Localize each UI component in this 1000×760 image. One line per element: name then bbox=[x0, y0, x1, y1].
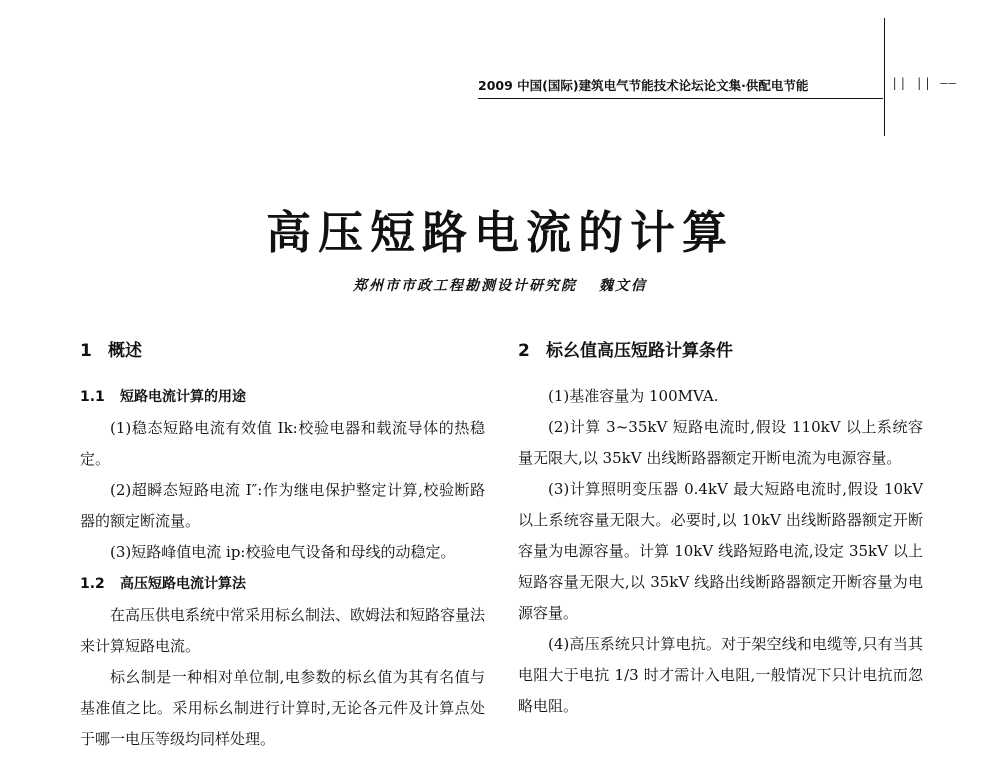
paragraph: (2)超瞬态短路电流 I″:作为继电保护整定计算,校验断路器的额定断流量。 bbox=[80, 481, 485, 530]
paragraph: (1)基准容量为 100MVA. bbox=[548, 387, 719, 405]
section-title: 标幺值高压短路计算条件 bbox=[546, 341, 733, 361]
author-name: 魏文信 bbox=[599, 278, 647, 294]
subsection-heading-1-1 bbox=[80, 381, 485, 413]
paragraph: (4)高压系统只计算电抗。对于架空线和电缆等,只有当其电阻大于电抗 1/3 时才需计入电阻,一般情况下只计电抗而忽略电阻。 bbox=[518, 635, 923, 715]
author-institution: 郑州市市政工程勘测设计研究院 bbox=[353, 278, 577, 294]
subsection-title: 高压短路电流计算法 bbox=[120, 576, 246, 592]
paragraph: (3)短路峰值电流 ip:校验电气设备和母线的动稳定。 bbox=[110, 543, 456, 561]
author-line bbox=[0, 275, 1000, 295]
subsection-title: 短路电流计算的用途 bbox=[120, 389, 246, 405]
section-number: 2 bbox=[518, 341, 530, 361]
section-number: 1 bbox=[80, 341, 92, 361]
paragraph: 在高压供电系统中常采用标幺制法、欧姆法和短路容量法来计算短路电流。 bbox=[80, 606, 486, 655]
subsection-number: 1.1 bbox=[80, 389, 105, 405]
header-rule bbox=[478, 98, 883, 99]
left-column bbox=[80, 335, 485, 755]
right-column bbox=[518, 335, 923, 722]
running-header: 2009 中国(国际)建筑电气节能技术论坛论文集·供配电节能 bbox=[478, 78, 809, 93]
subsection-number: 1.2 bbox=[80, 576, 105, 592]
page-crop-edge bbox=[0, 750, 1000, 760]
section-title: 概述 bbox=[108, 341, 142, 361]
paragraph: (3)计算照明变压器 0.4kV 最大短路电流时,假设 10kV 以上系统容量无限大。必要时,以 10kV 出线断路器额定开断容量为电源容量。计算 10kV 线路短路电流,设定 35kV 以上短路容量无限大,以 35kV 线路出线断路器额定开断容量为电源容量。 bbox=[518, 480, 923, 622]
paragraph: (2)计算 3~35kV 短路电流时,假设 110kV 以上系统容量无限大,以 35kV 出线断路器额定开断电流为电源容量。 bbox=[518, 418, 923, 467]
paper-title: 高压短路电流的计算 bbox=[265, 206, 734, 259]
header-vertical-rule bbox=[884, 18, 885, 136]
paragraph: (1)稳态短路电流有效值 Ik:校验电器和载流导体的热稳定。 bbox=[80, 419, 485, 468]
header-page-mark: || || –– bbox=[891, 76, 957, 90]
paragraph: 标幺制是一种相对单位制,电参数的标幺值为其有名值与基准值之比。采用标幺制进行计算时,无论各元件及计算点处于哪一电压等级均同样处理。 bbox=[80, 668, 485, 748]
subsection-heading-1-2 bbox=[80, 568, 485, 600]
section-heading-1 bbox=[80, 335, 485, 367]
section-heading-2 bbox=[518, 335, 923, 367]
